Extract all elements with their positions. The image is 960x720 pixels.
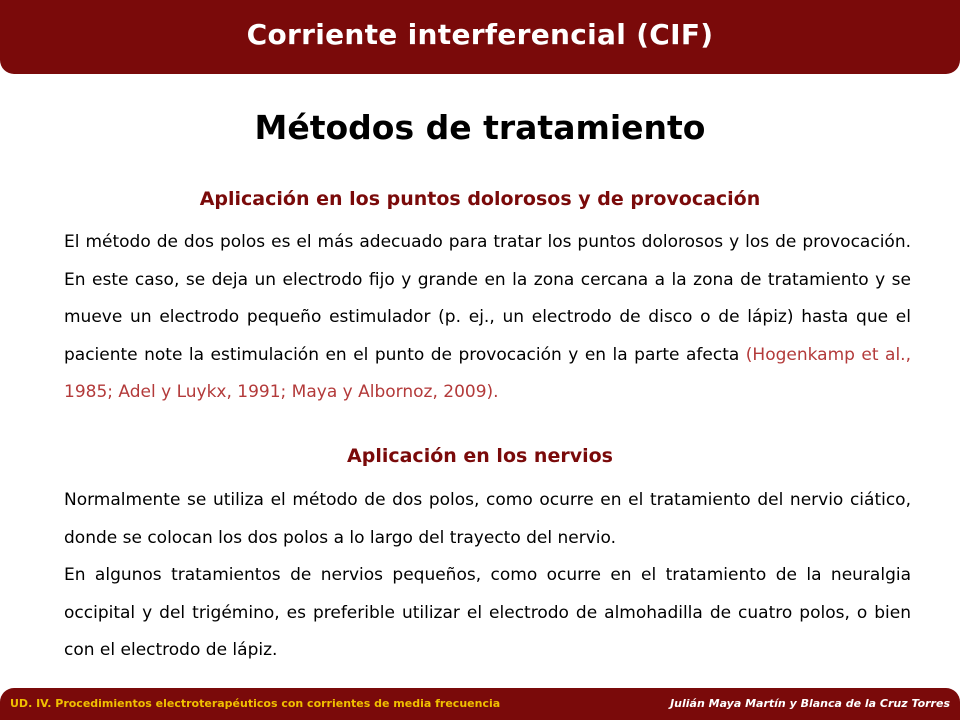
header-bar [0, 0, 960, 74]
paragraph-puntos-text: El método de dos polos es el más adecuado para tratar los puntos dolorosos y los de provocación. En este caso, se deja un electrodo fijo y grande en la zona cercana a la zona de tratamiento y se mueve un electrodo pequeño estimulador (p. ej., un electrodo de disco o de lápiz) hasta que el paciente note la estimulación en el punto de provocación y en la parte afecta [64, 232, 911, 365]
citation: (Hogenkamp et al., 1985; Adel y Luykx, 1991; Maya y Albornoz, 2009). [64, 344, 911, 402]
paragraph-nervios-2: En algunos tratamientos de nervios pequeños, como ocurre en el tratamiento de la neuralgia occipital y del trigémino, es preferible utilizar el electrodo de almohadilla de cuatro polos, o bien con el electrodo de lápiz. [64, 565, 911, 660]
section-heading-puntos: Aplicación en los puntos dolorosos y de provocación [199, 188, 761, 210]
page-title: Métodos de tratamiento [254, 108, 706, 147]
footer-authors: Julián Maya Martín y Blanca de la Cruz Torres [670, 697, 950, 710]
paragraph-puntos [64, 224, 911, 412]
footer-course: UD. IV. Procedimientos electroterapéuticos con corrientes de media frecuencia [10, 697, 501, 710]
section-heading-nervios: Aplicación en los nervios [347, 445, 613, 467]
footer-bar [0, 688, 960, 720]
slide-title: Corriente interferencial (CIF) [246, 17, 714, 51]
paragraph-nervios-1: Normalmente se utiliza el método de dos polos, como ocurre en el tratamiento del nervio ciático, donde se colocan los dos polos a lo largo del trayecto del nervio. [64, 490, 911, 548]
